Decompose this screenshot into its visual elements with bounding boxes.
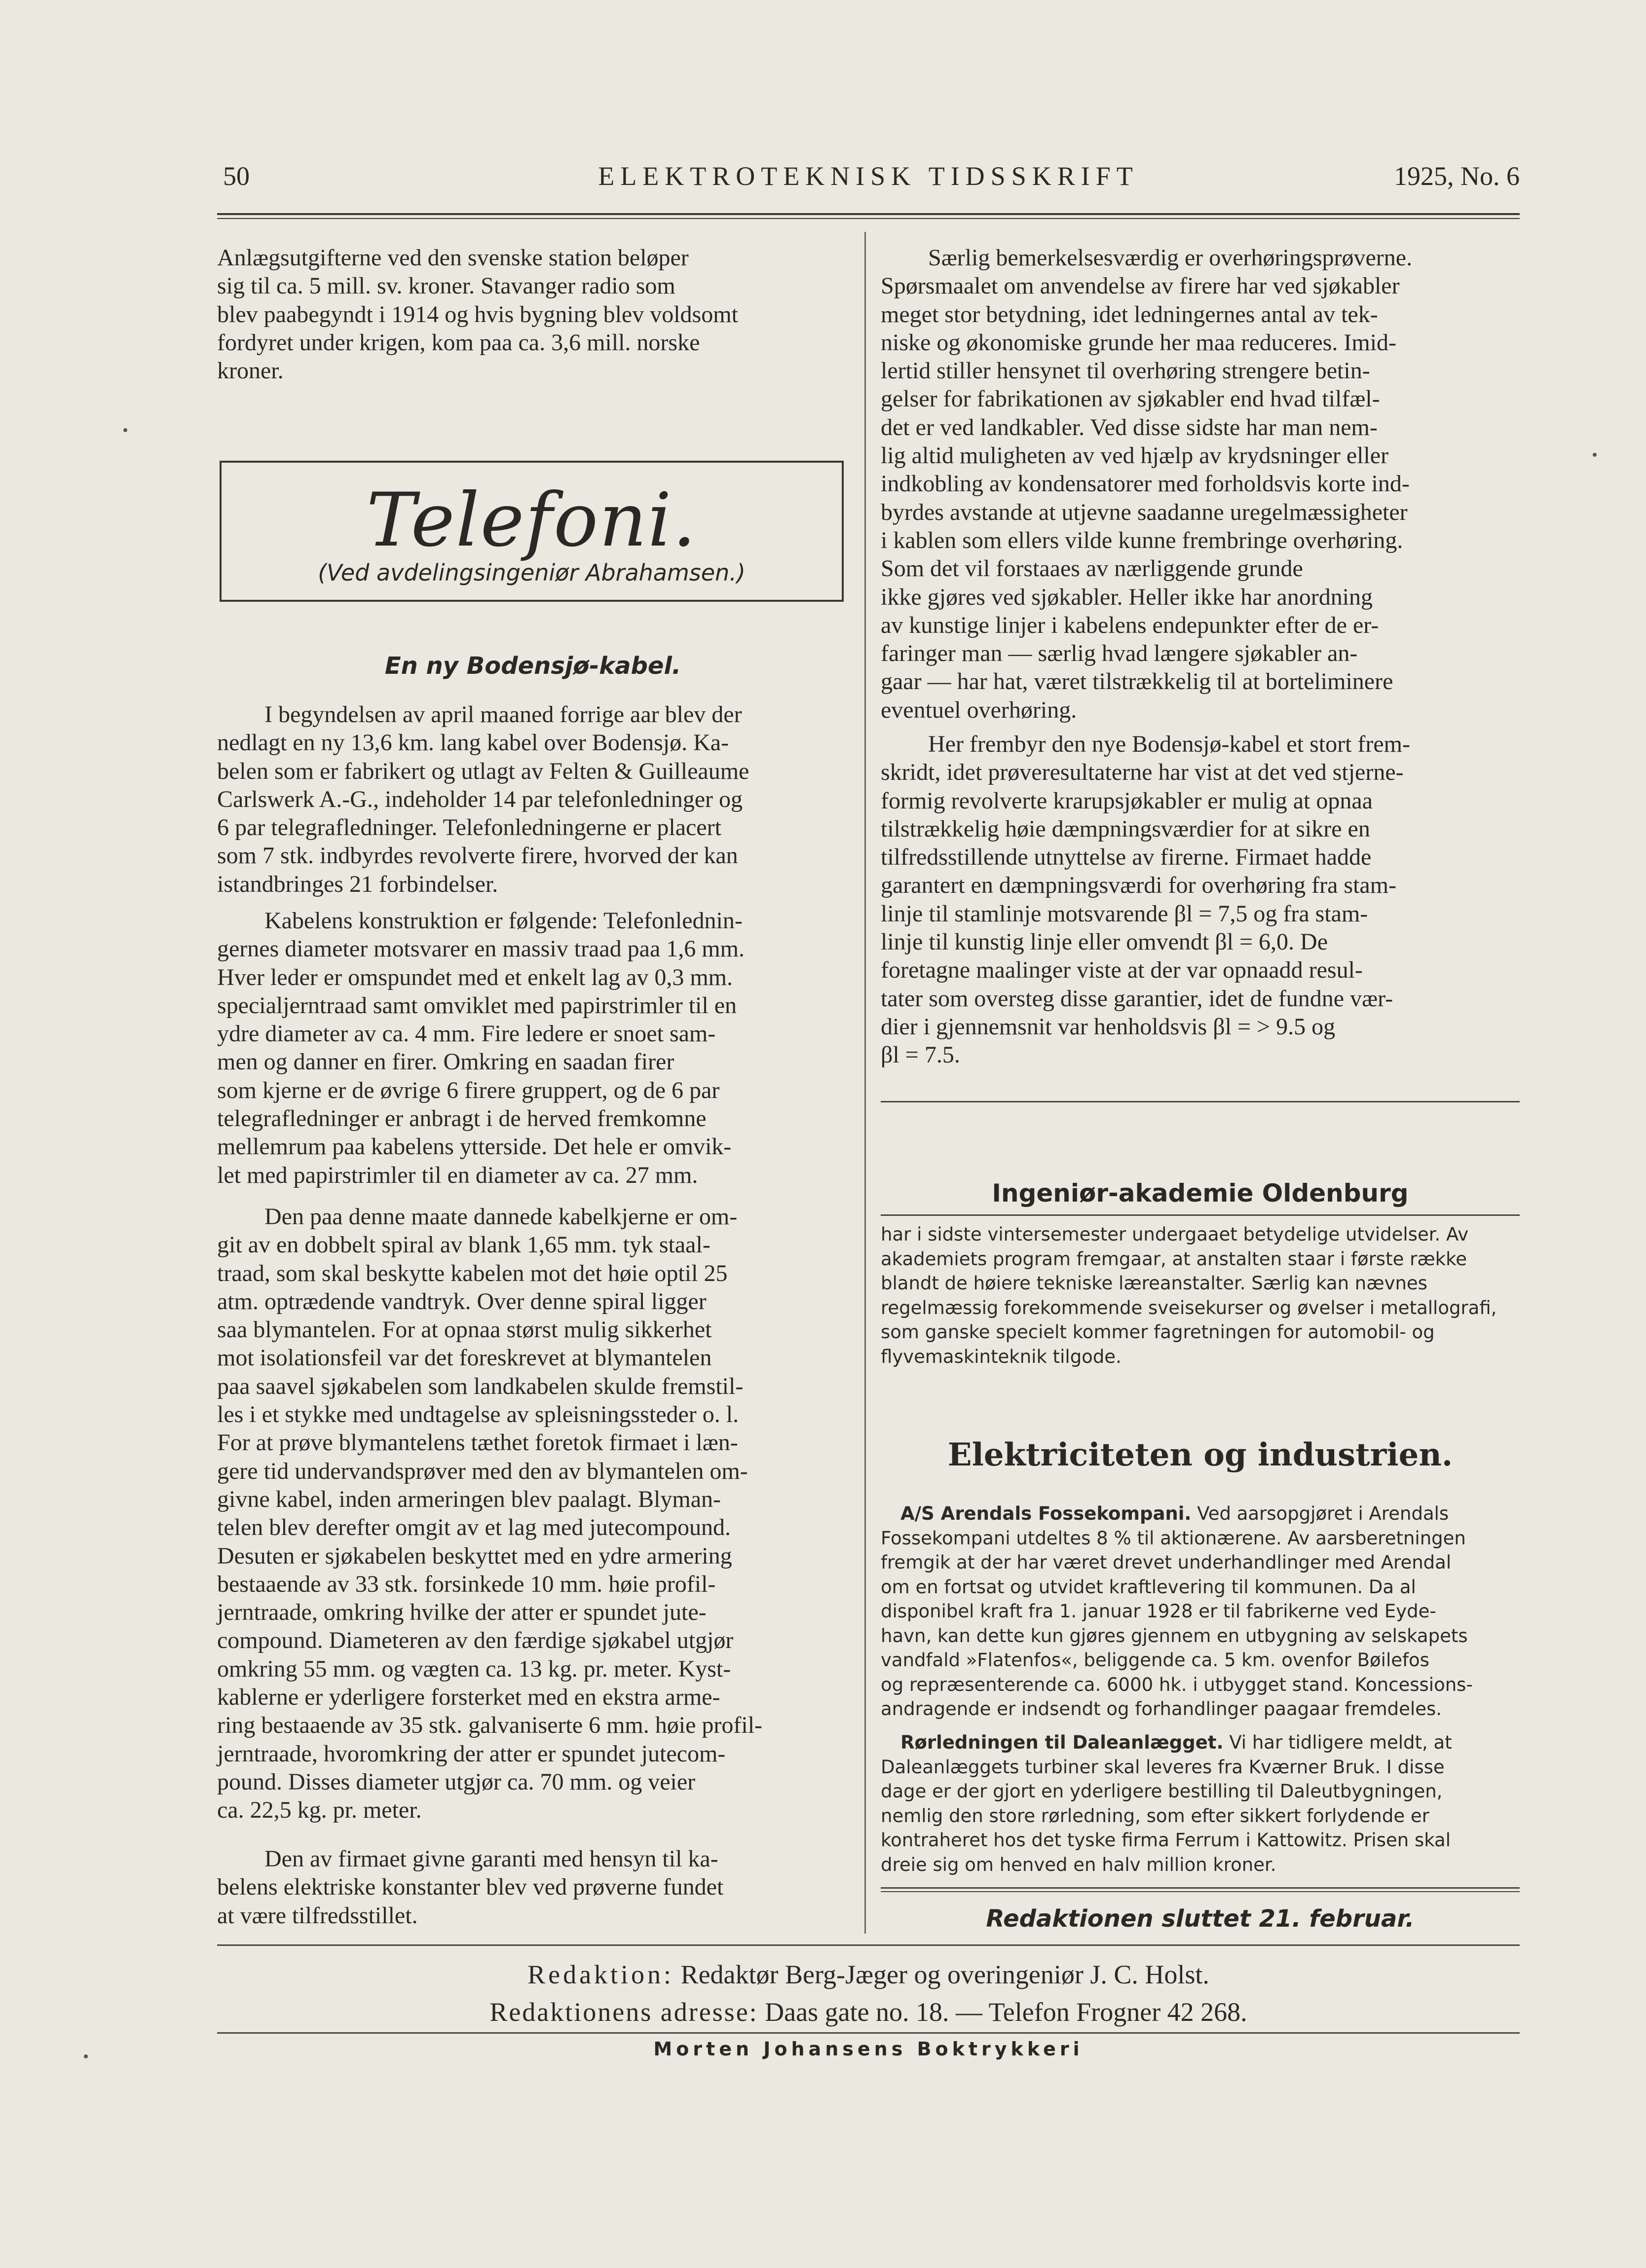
notice-rule [881,1214,1520,1216]
closing-note: Redaktionen sluttet 21. februar. [986,1905,1415,1933]
divider-rule [881,1101,1520,1102]
section-box-telefoni [220,461,844,602]
article-paragraph: Her frembyr den nye Bodensjø-kabel et stort frem- skridt, idet prøveresultaterne har vist at det ved stjerne- formig revolverte krarupsjøkabler er mulig at opnaa tilstrækkelig høie dæmpningsværdier for at sikre en tilfredsstillende utnyttelse av firerne. Firmaet hadde garantert en dæmpningsværdi for overhøring fra stam- linje til stamlinje motsvarende βl = 7,5 og fra stam- linje til kunstig linje eller omvendt βl = 6,0. De foretagne maalinger viste at der var opnaadd resul- tater som oversteg disse garantier, idet de fundne vær- dier i gjennemsnit var henholdsvis βl = > 9.5 og βl = 7.5. [881,731,1410,1068]
industry-item-lead: Rørledningen til Daleanlægget. [900,1732,1224,1753]
industry-item [881,1501,1520,1721]
industry-item-text: Vi har tidligere meldt, at Daleanlæggets turbiner skal leveres fra Kværner Bruk. I disse dage er der gjort en yderligere bestilling til Daleutbygningen, nemlig den store rørledning, som efter sikkert forlydende er kontraheret hos det tyske firma Ferrum i Kattowitz. Prisen skal dreie sig om henved en halv million kroner. [881,1732,1452,1875]
journal-title: ELEKTROTEKNISK TIDSSKRIFT [598,161,1139,191]
page-number: 50 [223,161,250,191]
article-title: En ny Bodensjø-kabel. [384,652,681,680]
article-paragraph: Den av firmaet givne garanti med hensyn til ka- belens elektriske konstanter blev ved prøverne fundet at være tilfredsstillet. [217,1846,724,1929]
footer-address-line [217,1996,1520,2028]
paper-speck [1593,453,1597,457]
footer-editorial-line [217,1958,1520,1991]
closing-rule-1 [881,1887,1520,1889]
section-subtitle: (Ved avdelingsingeniør Abrahamsen.) [318,559,746,586]
footer-rule-top [217,1944,1520,1946]
column-separator [864,232,866,1934]
industry-section-title: Elektriciteten og industrien. [947,1436,1453,1473]
closing-rule-2 [881,1891,1520,1892]
issue-number: 1925, No. 6 [1394,161,1520,191]
notice-title: Ingeniør-akademie Oldenburg [992,1179,1409,1207]
notice-text: har i sidste vintersemester undergaaet betydelige utvidelser. Av akademiets program fremgaar, at anstalten staar i første række blandt de høiere tekniske læreanstalter. Særlig kan nævnes regelmæssig forekommende sveisekurser og øvelser i metallografi, som ganske specielt kommer fagretningen for automobil- og flyvemaskinteknik tilgode. [881,1224,1497,1367]
article-paragraph: Den paa denne maate dannede kabelkjerne er om- git av en dobbelt spiral av blank 1,65 mm. tyk staal- traad, som skal beskytte kabelen mot det høie optil 25 atm. optrædende vandtryk. Over denne spiral ligger saa blymantelen. For at opnaa størst mulig sikkerhet mot isolationsfeil var det foreskrevet at blymantelen paa saavel sjøkabelen som landkabelen skulde fremstil- les i et stykke med undtagelse av spleisningssteder o. l. For at prøve blymantelens tæthet foretok firmaet i læn- gere tid undervandsprøver med den av blymantelen om- givne kabel, inden armeringen blev paalagt. Blyman- telen blev derefter omgit av et lag med jutecompound. Desuten er sjøkabelen beskyttet med en ydre armering bestaaende av 33 stk. forsinkede 10 mm. høie profil- jerntraade, omkring hvilke der atter er spundet jute- compound. Diameteren av den færdige sjøkabel utgjør omkring 55 mm. og vægten ca. 13 kg. pr. meter. Kyst- kablerne er yderligere forsterket med en ekstra arme- ring bestaaende av 35 stk. galvaniserte 6 mm. høie profil- jerntraade, hvoromkring der atter er spundet jutecom- pound. Disses diameter utgjør ca. 70 mm. og veier ca. 22,5 kg. pr. meter. [217,1204,763,1824]
footer-editors: Redaktør Berg-Jæger og overingeniør J. C. Holst. [680,1960,1209,1989]
footer-label: Redaktion: [527,1960,674,1989]
header-rule-thin [217,218,1520,219]
industry-item-text: Ved aarsopgjøret i Arendals Fossekompani utdeltes 8 % til aktionærene. Av aarsberetningen fremgik at der har været drevet underhandlinger med Arendal om en fortsat og utvidet kraftlevering til kommunen. Da al disponibel kraft fra 1. januar 1928 er til fabrikerne ved Eyde- havn, kan dette kun gjøres gjennem en utbygning av selskapets vandfald »Flatenfos«, beliggende ca. 5 km. ovenfor Bøilefos og repræsenterende ca. 6000 hk. i utbygget stand. Koncessions- andragende er indsendt og forhandlinger paagaar fremdeles. [881,1503,1473,1719]
article-paragraph: I begyndelsen av april maaned forrige aar blev der nedlagt en ny 13,6 km. lang kabel over Bodensjø. Ka- belen som er fabrikert og utlagt av Felten & Guilleaume Carlswerk A.-G., indeholder 14 par telefonledninger og 6 par telegrafledninger. Telefonledningerne er placert som 7 stk. indbyrdes revolverte firere, hvorved der kan istandbringes 21 forbindelser. [217,701,749,897]
running-header [217,159,1520,193]
article-paragraph: Kabelens konstruktion er følgende: Telefonlednin- gernes diameter motsvarer en massiv traad paa 1,6 mm. Hver leder er omspundet med et enkelt lag av 0,3 mm. specialjerntraad samt omviklet med papirstrimler til en ydre diameter av ca. 4 mm. Fire ledere er snoet sam- men og danner en firer. Omkring en saadan firer som kjerne er de øvrige 6 firere gruppert, og de 6 par telegrafledninger er anbragt i de herved fremkomne mellemrum paa kabelens ytterside. Det hele er omvik- let med papirstrimler til en diameter av ca. 27 mm. [217,908,745,1188]
industry-item [881,1730,1520,1877]
footer-label: Redaktionens adresse: [489,1997,758,2027]
industry-item-lead: A/S Arendals Fossekompani. [900,1503,1192,1524]
article-paragraph: Særlig bemerkelsesværdig er overhøringsprøverne. Spørsmaalet om anvendelse av firere har ved sjøkabler meget stor betydning, idet ledningernes antal av tek- niske og økonomiske grunde her maa reduceres. Imid- lertid stiller hensynet til overhøring strengere betin- gelser for fabrikationen av sjøkabler end hvad tilfæl- det er ved landkabler. Ved disse sidste har man nem- lig altid muligheten av ved hjælp av krydsninger eller indkobling av kondensatorer med forholdsvis korte ind- byrdes avstande at utjevne saadanne uregelmæssigheter i kablen som ellers vilde kunne frembringe overhøring. Som det vil forstaaes av nærliggende grunde ikke gjøres ved sjøkabler. Heller ikke har anordning av kunstige linjer i kabelens endepunkter efter de er- faringer man — særlig hvad længere sjøkabler an- gaar — har hat, været tilstrækkelig til at borteliminere eventuel overhøring. [881,245,1413,723]
intro-paragraph: Anlægsutgifterne ved den svenske station beløper sig til ca. 5 mill. sv. kroner. Stavanger radio som blev paabegyndt i 1914 og hvis bygning blev voldsomt fordyret under krigen, kom paa ca. 3,6 mill. norske kroner. [217,245,738,384]
paper-speck [123,428,127,432]
header-rule-thick [217,213,1520,215]
printer-imprint: Morten Johansens Boktrykkeri [653,2038,1084,2060]
paper-speck [84,2054,88,2058]
footer-rule-bottom [217,2032,1520,2034]
section-title: Telefoni. [366,477,697,563]
footer-address: Daas gate no. 18. — Telefon Frogner 42 268. [765,1997,1247,2027]
